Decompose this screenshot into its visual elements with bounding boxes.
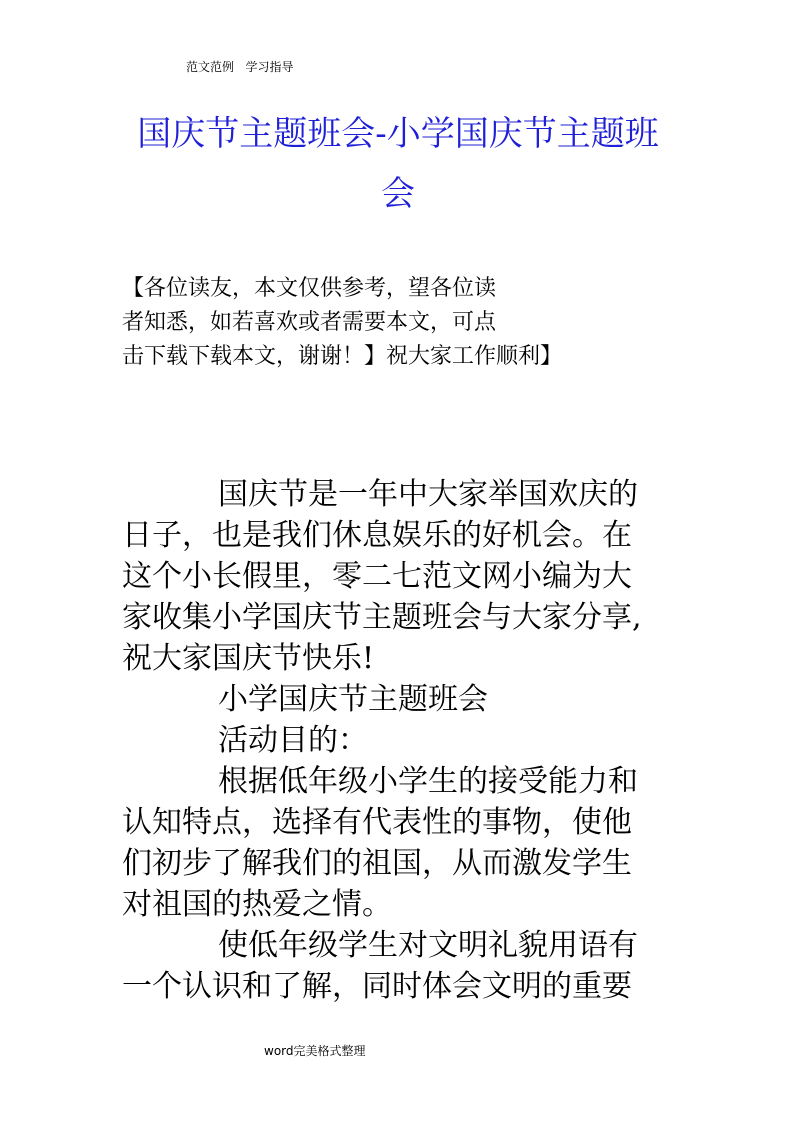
paragraph-line: 根据低年级小学生的接受能力和 <box>218 764 638 799</box>
section-heading: 小学国庆节主题班会 <box>218 682 488 717</box>
paragraph-line: 这个小长假里，零二七范文网小编为大 <box>122 559 632 594</box>
reader-notice <box>122 272 642 374</box>
page-header: 范文范例 学习指导 <box>186 60 294 74</box>
document-title <box>124 104 672 224</box>
paragraph-line: 一个认识和了解，同时体会文明的重要 <box>122 969 632 1004</box>
paragraph-line: 们初步了解我们的祖国，从而激发学生 <box>122 846 632 881</box>
notice-line: 【各位读友，本文仅供参考，望各位读 <box>122 276 497 301</box>
paragraph-line: 使低年级学生对文明礼貌用语有 <box>218 928 638 963</box>
paragraph-line: 国庆节是一年中大家举国欢庆的 <box>218 477 638 512</box>
paragraph-line: 认知特点，选择有代表性的事物，使他 <box>122 805 632 840</box>
notice-line: 者知悉，如若喜欢或者需要本文，可点 <box>122 310 497 335</box>
paragraph-line: 祝大家国庆节快乐! <box>122 641 375 676</box>
notice-line: 击下载下载本文，谢谢！】祝大家工作顺利】 <box>122 344 563 369</box>
title-line: 会 <box>381 174 415 214</box>
paragraph-line: 日子，也是我们休息娱乐的好机会。在 <box>122 518 632 553</box>
body-text <box>122 474 682 1007</box>
title-line: 国庆节主题班会-小学国庆节主题班 <box>137 114 659 154</box>
page-footer: word完美格式整理 <box>264 1044 366 1058</box>
paragraph-line: 对祖国的热爱之情。 <box>122 887 392 922</box>
paragraph-line: 家收集小学国庆节主题班会与大家分享, <box>122 600 642 635</box>
section-heading: 活动目的： <box>218 723 368 758</box>
